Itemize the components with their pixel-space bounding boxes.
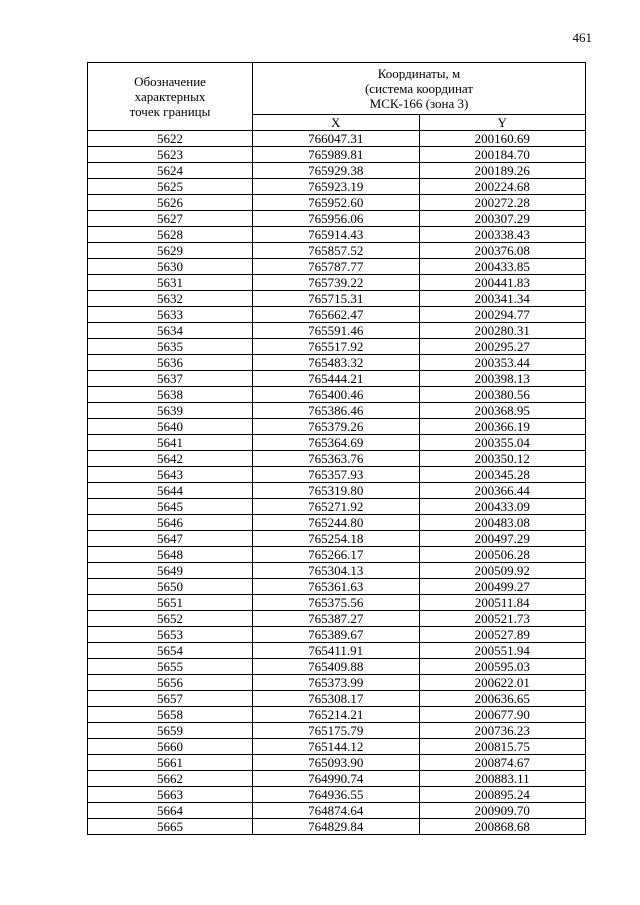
table-row	[88, 147, 586, 163]
x-coord-cell: 765400.46	[253, 387, 420, 403]
table-row	[88, 179, 586, 195]
y-coord-cell: 200868.68	[419, 819, 586, 835]
table-row	[88, 755, 586, 771]
x-coord-cell: 764990.74	[253, 771, 420, 787]
y-coord-cell: 200398.13	[419, 371, 586, 387]
header-coords-line: Координаты, м	[377, 66, 461, 81]
point-id-cell: 5650	[88, 579, 253, 595]
y-coord-cell: 200622.01	[419, 675, 586, 691]
point-id-cell: 5622	[88, 131, 253, 147]
point-id-cell: 5658	[88, 707, 253, 723]
x-coord-cell: 765361.63	[253, 579, 420, 595]
x-coord-cell: 765989.81	[253, 147, 420, 163]
point-id-cell: 5625	[88, 179, 253, 195]
y-coord-cell: 200366.19	[419, 419, 586, 435]
y-coord-cell: 200376.08	[419, 243, 586, 259]
point-id-cell: 5663	[88, 787, 253, 803]
x-coord-cell: 765363.76	[253, 451, 420, 467]
y-coord-cell: 200736.23	[419, 723, 586, 739]
header-point-line: характерных	[134, 89, 206, 104]
x-coord-cell: 765093.90	[253, 755, 420, 771]
table-row	[88, 323, 586, 339]
x-coord-cell: 765715.31	[253, 291, 420, 307]
table-row	[88, 387, 586, 403]
x-coord-cell: 765144.12	[253, 739, 420, 755]
y-coord-cell: 200350.12	[419, 451, 586, 467]
x-coord-cell: 765956.06	[253, 211, 420, 227]
y-coord-cell: 200883.11	[419, 771, 586, 787]
point-id-cell: 5645	[88, 499, 253, 515]
header-coords-line: (система координат	[364, 81, 474, 96]
x-coord-cell: 765444.21	[253, 371, 420, 387]
y-coord-cell: 200295.27	[419, 339, 586, 355]
header-coords-line: МСК-166 (зона 3)	[369, 96, 469, 111]
y-coord-cell: 200636.65	[419, 691, 586, 707]
y-coord-cell: 200506.28	[419, 547, 586, 563]
point-id-cell: 5643	[88, 467, 253, 483]
point-id-cell: 5623	[88, 147, 253, 163]
table-body	[88, 131, 586, 835]
x-coord-cell: 765319.80	[253, 483, 420, 499]
point-id-cell: 5661	[88, 755, 253, 771]
table-row	[88, 355, 586, 371]
table-row	[88, 595, 586, 611]
point-id-cell: 5642	[88, 451, 253, 467]
table-row	[88, 643, 586, 659]
y-coord-cell: 200677.90	[419, 707, 586, 723]
x-coord-cell: 765244.80	[253, 515, 420, 531]
table-row	[88, 131, 586, 147]
y-coord-cell: 200272.28	[419, 195, 586, 211]
point-id-cell: 5635	[88, 339, 253, 355]
table-row	[88, 659, 586, 675]
point-id-cell: 5652	[88, 611, 253, 627]
page-number: 461	[572, 30, 592, 45]
x-coord-cell: 765923.19	[253, 179, 420, 195]
x-coord-cell: 765375.56	[253, 595, 420, 611]
x-coord-cell: 765175.79	[253, 723, 420, 739]
x-coord-cell: 764936.55	[253, 787, 420, 803]
point-id-cell: 5632	[88, 291, 253, 307]
point-id-cell: 5657	[88, 691, 253, 707]
point-id-cell: 5656	[88, 675, 253, 691]
point-id-cell: 5640	[88, 419, 253, 435]
x-coord-cell: 765304.13	[253, 563, 420, 579]
point-id-cell: 5627	[88, 211, 253, 227]
x-coord-cell: 765266.17	[253, 547, 420, 563]
y-coord-cell: 200509.92	[419, 563, 586, 579]
point-id-cell: 5636	[88, 355, 253, 371]
header-y: Y	[419, 115, 586, 131]
y-coord-cell: 200499.27	[419, 579, 586, 595]
table-row	[88, 195, 586, 211]
x-coord-cell: 765929.38	[253, 163, 420, 179]
point-id-cell: 5630	[88, 259, 253, 275]
table-row	[88, 307, 586, 323]
point-id-cell: 5626	[88, 195, 253, 211]
table-row	[88, 675, 586, 691]
y-coord-cell: 200511.84	[419, 595, 586, 611]
table-row	[88, 771, 586, 787]
point-id-cell: 5647	[88, 531, 253, 547]
table-row	[88, 451, 586, 467]
point-id-cell: 5662	[88, 771, 253, 787]
table-row	[88, 419, 586, 435]
x-coord-cell: 765379.26	[253, 419, 420, 435]
y-coord-cell: 200497.29	[419, 531, 586, 547]
table-row	[88, 515, 586, 531]
point-id-cell: 5655	[88, 659, 253, 675]
table-row	[88, 611, 586, 627]
point-id-cell: 5660	[88, 739, 253, 755]
y-coord-cell: 200815.75	[419, 739, 586, 755]
x-coord-cell: 765271.92	[253, 499, 420, 515]
table-row	[88, 259, 586, 275]
point-id-cell: 5665	[88, 819, 253, 835]
x-coord-cell: 765483.32	[253, 355, 420, 371]
point-id-cell: 5639	[88, 403, 253, 419]
table-row	[88, 403, 586, 419]
y-coord-cell: 200380.56	[419, 387, 586, 403]
point-id-cell: 5629	[88, 243, 253, 259]
table-row	[88, 499, 586, 515]
y-coord-cell: 200527.89	[419, 627, 586, 643]
header-x: X	[253, 115, 420, 131]
x-coord-cell: 765787.77	[253, 259, 420, 275]
point-id-cell: 5659	[88, 723, 253, 739]
y-coord-cell: 200294.77	[419, 307, 586, 323]
point-id-cell: 5648	[88, 547, 253, 563]
table-row	[88, 547, 586, 563]
point-id-cell: 5634	[88, 323, 253, 339]
x-coord-cell: 765373.99	[253, 675, 420, 691]
y-coord-cell: 200355.04	[419, 435, 586, 451]
x-coord-cell: 765952.60	[253, 195, 420, 211]
y-coord-cell: 200160.69	[419, 131, 586, 147]
x-coord-cell: 765662.47	[253, 307, 420, 323]
table-row	[88, 579, 586, 595]
y-coord-cell: 200368.95	[419, 403, 586, 419]
y-coord-cell: 200307.29	[419, 211, 586, 227]
y-coord-cell: 200909.70	[419, 803, 586, 819]
table-row	[88, 787, 586, 803]
x-coord-cell: 765739.22	[253, 275, 420, 291]
y-coord-cell: 200895.24	[419, 787, 586, 803]
point-id-cell: 5653	[88, 627, 253, 643]
x-coord-cell: 765409.88	[253, 659, 420, 675]
point-id-cell: 5646	[88, 515, 253, 531]
y-coord-cell: 200521.73	[419, 611, 586, 627]
point-id-cell: 5624	[88, 163, 253, 179]
point-id-cell: 5664	[88, 803, 253, 819]
x-coord-cell: 765357.93	[253, 467, 420, 483]
y-coord-cell: 200338.43	[419, 227, 586, 243]
y-coord-cell: 200353.44	[419, 355, 586, 371]
table-row	[88, 211, 586, 227]
header-point-designation	[88, 63, 253, 131]
x-coord-cell: 765389.67	[253, 627, 420, 643]
point-id-cell: 5631	[88, 275, 253, 291]
point-id-cell: 5628	[88, 227, 253, 243]
point-id-cell: 5638	[88, 387, 253, 403]
table-row	[88, 691, 586, 707]
header-point-line: Обозначение	[134, 74, 206, 89]
point-id-cell: 5651	[88, 595, 253, 611]
point-id-cell: 5654	[88, 643, 253, 659]
y-coord-cell: 200874.67	[419, 755, 586, 771]
coordinates-table	[87, 62, 586, 835]
y-coord-cell: 200366.44	[419, 483, 586, 499]
point-id-cell: 5644	[88, 483, 253, 499]
x-coord-cell: 765591.46	[253, 323, 420, 339]
x-coord-cell: 765517.92	[253, 339, 420, 355]
y-coord-cell: 200551.94	[419, 643, 586, 659]
x-coord-cell: 765308.17	[253, 691, 420, 707]
y-coord-cell: 200224.68	[419, 179, 586, 195]
x-coord-cell: 765364.69	[253, 435, 420, 451]
y-coord-cell: 200345.28	[419, 467, 586, 483]
y-coord-cell: 200341.34	[419, 291, 586, 307]
y-coord-cell: 200280.31	[419, 323, 586, 339]
table-row	[88, 819, 586, 835]
table-row	[88, 243, 586, 259]
y-coord-cell: 200189.26	[419, 163, 586, 179]
table-row	[88, 435, 586, 451]
header-coordinates	[253, 63, 586, 115]
x-coord-cell: 764829.84	[253, 819, 420, 835]
y-coord-cell: 200433.85	[419, 259, 586, 275]
table-row	[88, 723, 586, 739]
x-coord-cell: 765254.18	[253, 531, 420, 547]
y-coord-cell: 200441.83	[419, 275, 586, 291]
point-id-cell: 5649	[88, 563, 253, 579]
table-row	[88, 483, 586, 499]
y-coord-cell: 200595.03	[419, 659, 586, 675]
x-coord-cell: 765411.91	[253, 643, 420, 659]
table-row	[88, 275, 586, 291]
table-row	[88, 707, 586, 723]
x-coord-cell: 765386.46	[253, 403, 420, 419]
table-row	[88, 627, 586, 643]
x-coord-cell: 764874.64	[253, 803, 420, 819]
header-point-line: точек границы	[129, 104, 211, 119]
table-row	[88, 467, 586, 483]
y-coord-cell: 200184.70	[419, 147, 586, 163]
x-coord-cell: 765914.43	[253, 227, 420, 243]
table-row	[88, 531, 586, 547]
table-row	[88, 739, 586, 755]
x-coord-cell: 765387.27	[253, 611, 420, 627]
x-coord-cell: 765857.52	[253, 243, 420, 259]
x-coord-cell: 765214.21	[253, 707, 420, 723]
y-coord-cell: 200433.09	[419, 499, 586, 515]
point-id-cell: 5641	[88, 435, 253, 451]
x-coord-cell: 766047.31	[253, 131, 420, 147]
y-coord-cell: 200483.08	[419, 515, 586, 531]
table-row	[88, 163, 586, 179]
table-row	[88, 563, 586, 579]
table-row	[88, 371, 586, 387]
table-row	[88, 291, 586, 307]
table-row	[88, 339, 586, 355]
table-row	[88, 803, 586, 819]
point-id-cell: 5637	[88, 371, 253, 387]
point-id-cell: 5633	[88, 307, 253, 323]
table-row	[88, 227, 586, 243]
